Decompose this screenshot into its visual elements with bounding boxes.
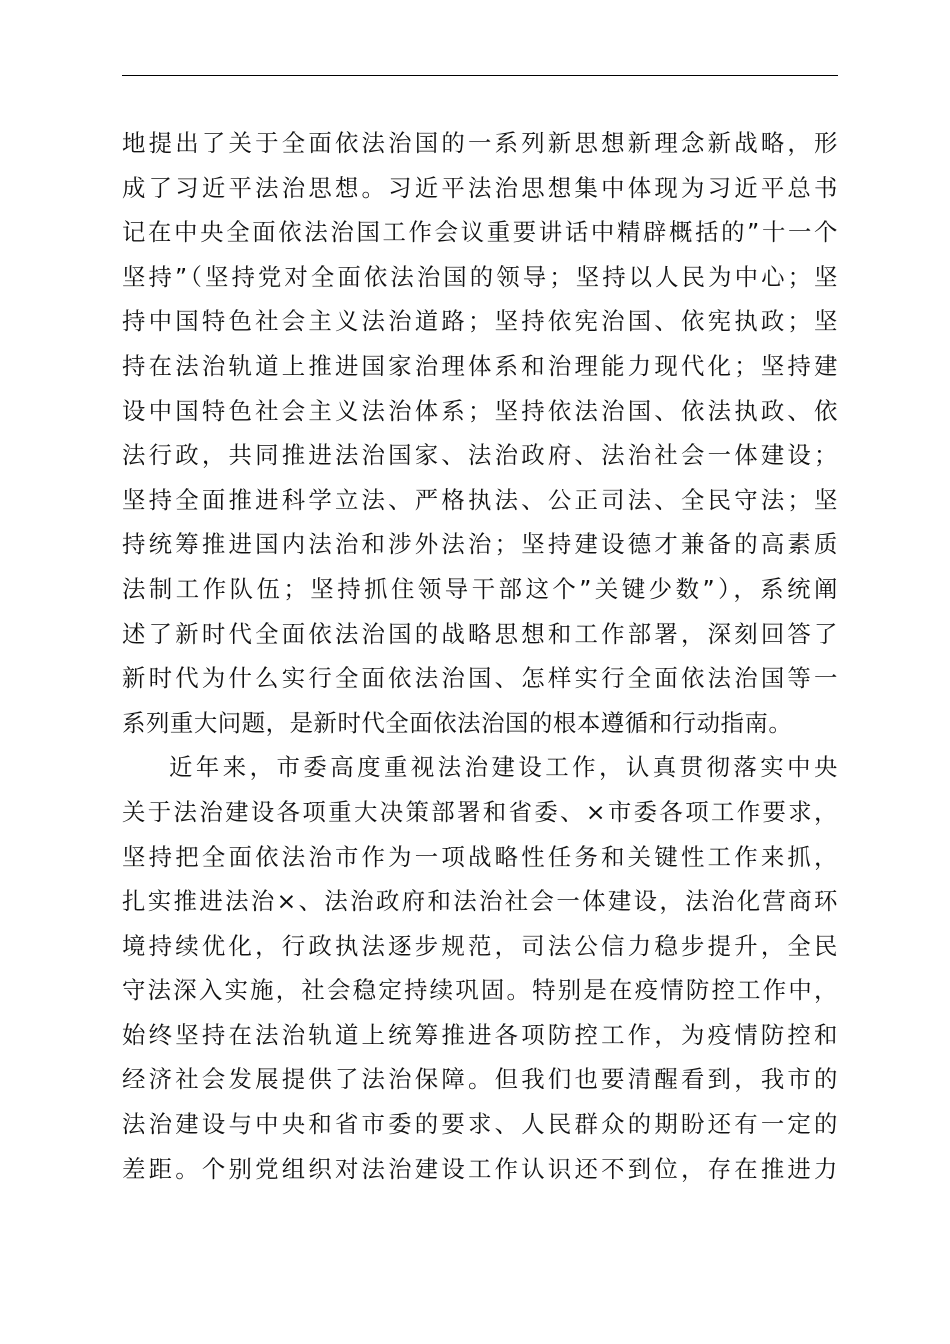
body-line: 坚持把全面依法治市作为一项战略性任务和关键性工作来抓， (122, 842, 838, 871)
body-line: 经济社会发展提供了法治保障。但我们也要清醒看到，我市的 (122, 1065, 838, 1094)
body-line: 始终坚持在法治轨道上统筹推进各项防控工作，为疫情防控和 (122, 1020, 838, 1049)
body-line: 设中国特色社会主义法治体系；坚持依法治国、依法执政、依 (122, 396, 838, 425)
body-line: 境持续优化，行政执法逐步规范，司法公信力稳步提升，全民 (122, 931, 838, 960)
body-line: 扎实推进法治×、法治政府和法治社会一体建设，法治化营商环 (122, 887, 838, 916)
body-line: 守法深入实施，社会稳定持续巩固。特别是在疫情防控工作中， (122, 976, 838, 1005)
body-line: 坚持”（坚持党对全面依法治国的领导；坚持以人民为中心；坚 (122, 262, 838, 291)
body-line: 持中国特色社会主义法治道路；坚持依宪治国、依宪执政；坚 (122, 307, 838, 336)
body-line: 地提出了关于全面依法治国的一系列新思想新理念新战略，形 (122, 129, 838, 157)
body-line: 持统筹推进国内法治和涉外法治；坚持建设德才兼备的高素质 (122, 530, 838, 559)
body-line: 坚持全面推进科学立法、严格执法、公正司法、全民守法；坚 (122, 485, 838, 514)
body-line: 关于法治建设各项重大决策部署和省委、×市委各项工作要求， (122, 797, 838, 826)
body-line: 法行政，共同推进法治国家、法治政府、法治社会一体建设； (122, 441, 838, 470)
body-line: 系列重大问题，是新时代全面依法治国的根本遵循和行动指南。 (122, 708, 793, 737)
body-line: 持在法治轨道上推进国家治理体系和治理能力现代化；坚持建 (122, 351, 838, 380)
body-line: 新时代为什么实行全面依法治国、怎样实行全面依法治国等一 (122, 664, 838, 693)
body-line: 差距。个别党组织对法治建设工作认识还不到位，存在推进力 (122, 1154, 838, 1183)
body-line: 成了习近平法治思想。习近平法治思想集中体现为习近平总书 (122, 173, 838, 202)
header-rule (122, 75, 838, 76)
body-line: 法治建设与中央和省市委的要求、人民群众的期盼还有一定的 (122, 1110, 838, 1139)
body-line: 记在中央全面依法治国工作会议重要讲话中精辟概括的”十一个 (122, 218, 838, 247)
body-line: 法制工作队伍；坚持抓住领导干部这个”关键少数”），系统阐 (122, 574, 838, 603)
paragraph-first-line: 近年来，市委高度重视法治建设工作，认真贯彻落实中央 (169, 753, 838, 782)
body-line: 述了新时代全面依法治国的战略思想和工作部署，深刻回答了 (122, 619, 838, 648)
document-body (122, 121, 838, 1191)
